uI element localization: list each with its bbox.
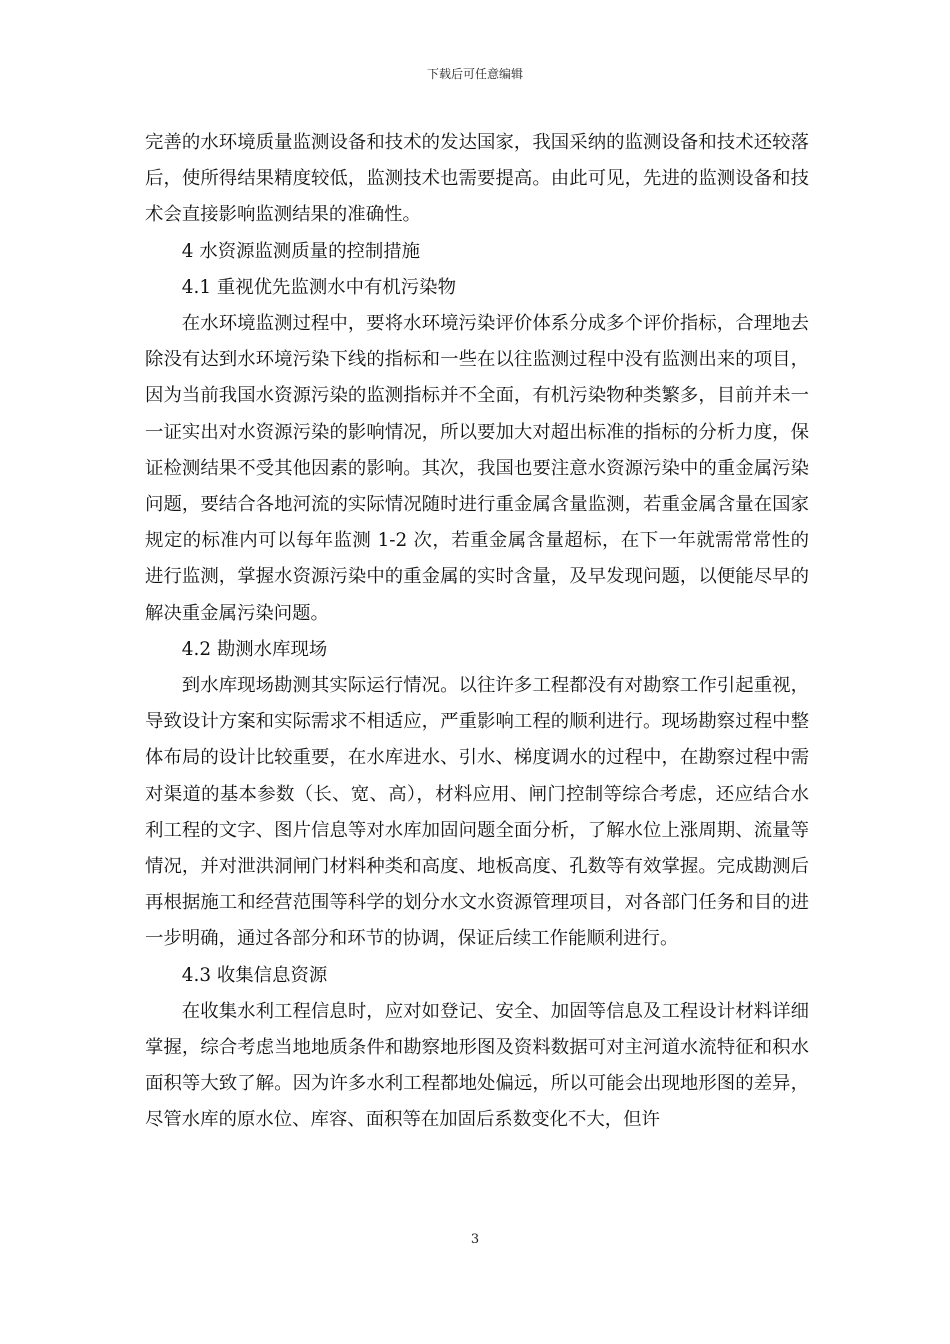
- document-body: [145, 125, 809, 1139]
- paragraph-4-3: 在收集水利工程信息时，应对如登记、安全、加固等信息及工程设计材料详细掌握，综合考虑当地地质条件和勘察地形图及资料数据可对主河道水流特征和积水面积等大致了解。因为许多水利工程都地处偏远，所以可能会出现地形图的差异，尽管水库的原水位、库容、面积等在加固后系数变化不大，但许: [145, 1000, 809, 1131]
- paragraph-continuation: 完善的水环境质量监测设备和技术的发达国家，我国采纳的监测设备和技术还较落后，使所得结果精度较低，监测技术也需要提高。由此可见，先进的监测设备和技术会直接影响监测结果的准确性。: [145, 132, 809, 226]
- section-heading-4-2: 4.2 勘测水库现场: [181, 638, 328, 660]
- section-heading-4: 4 水资源监测质量的控制措施: [181, 240, 421, 262]
- page-number: 3: [470, 1232, 480, 1247]
- section-heading-4-3: 4.3 收集信息资源: [181, 964, 328, 986]
- paragraph-4-2: 到水库现场勘测其实际运行情况。以往许多工程都没有对勘察工作引起重视，导致设计方案和实际需求不相适应，严重影响工程的顺利进行。现场勘察过程中整体布局的设计比较重要，在水库进水、引水、梯度调水的过程中，在勘察过程中需对渠道的基本参数（长、宽、高），材料应用、闸门控制等综合考虑，还应结合水利工程的文字、图片信息等对水库加固问题全面分析，了解水位上涨周期、流量等情况，并对泄洪洞闸门材料种类和高度、地板高度、孔数等有效掌握。完成勘测后再根据施工和经营范围等科学的划分水文水资源管理项目，对各部门任务和目的进一步明确，通过各部分和环节的协调，保证后续工作能顺利进行。: [145, 675, 809, 950]
- page-header: 下载后可任意编辑: [426, 67, 523, 81]
- section-heading-4-1: 4.1 重视优先监测水中有机污染物: [181, 276, 456, 298]
- paragraph-4-1: 在水环境监测过程中，要将水环境污染评价体系分成多个评价指标，合理地去除没有达到水环境污染下线的指标和一些在以往监测过程中没有监测出来的项目，因为当前我国水资源污染的监测指标并不全面，有机污染物种类繁多，目前并未一一证实出对水资源污染的影响情况，所以要加大对超出标准的指标的分析力度，保证检测结果不受其他因素的影响。其次，我国也要注意水资源污染中的重金属污染问题，要结合各地河流的实际情况随时进行重金属含量监测，若重金属含量在国家规定的标准内可以每年监测 1-2 次，若重金属含量超标，在下一年就需常常性的进行监测，掌握水资源污染中的重金属的实时含量，及早发现问题，以便能尽早的解决重金属污染问题。: [145, 313, 809, 624]
